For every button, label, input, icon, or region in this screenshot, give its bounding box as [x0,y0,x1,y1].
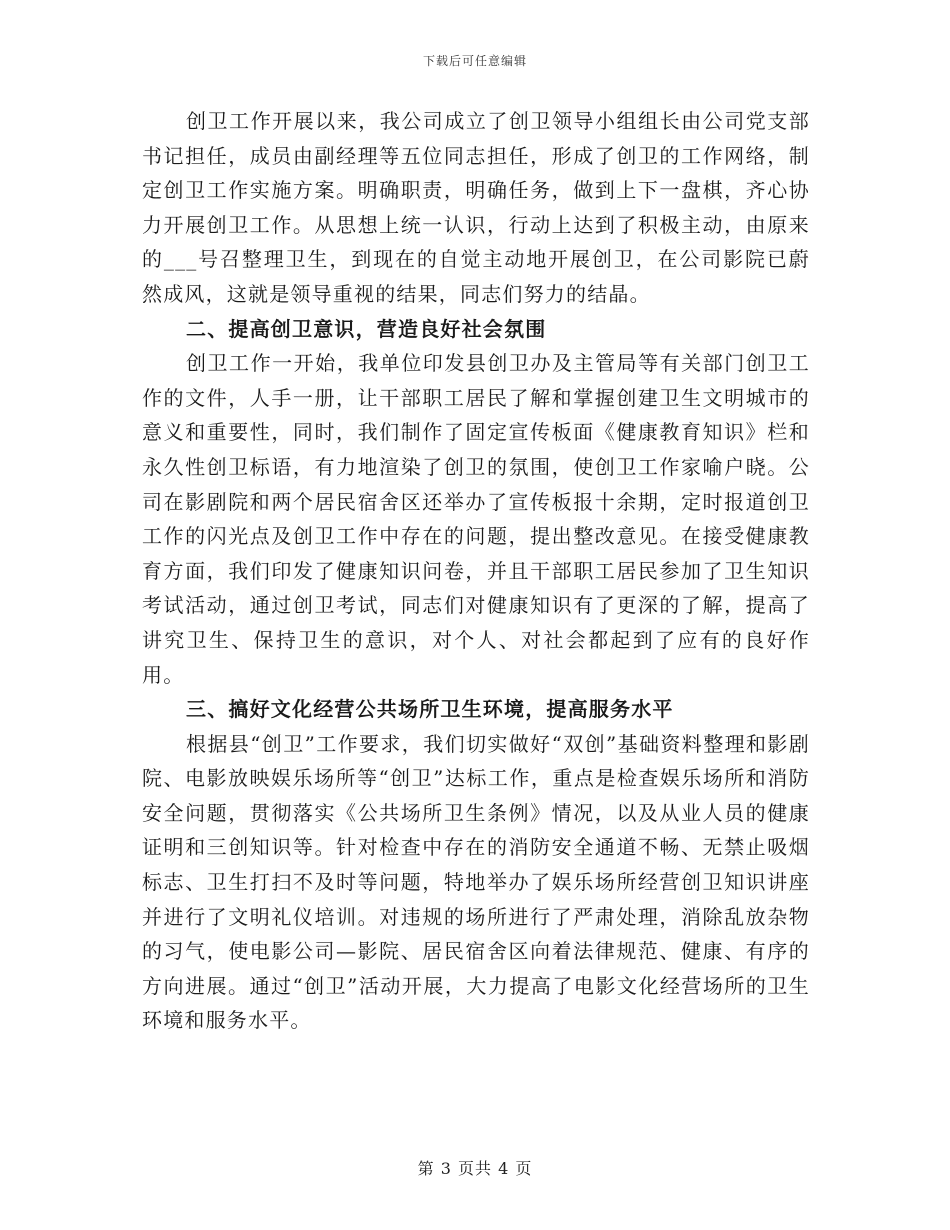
page-number-footer: 第 3 页共 4 页 [417,1159,533,1178]
page-header-note: 下载后可任意编辑 [422,54,527,68]
section-heading-3: 三、搞好文化经营公共场所卫生环境，提高服务水平 [186,697,674,722]
paragraph-section-3: 根据县“创卫”工作要求，我们切实做好“双创”基础资料整理和影剧院、电影放映娱乐场所等“创卫”达标工作，重点是检查娱乐场所和消防安全问题，贯彻落实《公共场所卫生条例》情况，以及从业人员的健康证明和三创知识等。针对检查中存在的消防安全通道不畅、无禁止吸烟标志、卫生打扫不及时等问题，特地举办了娱乐场所经营创卫知识讲座并进行了文明礼仪培训。对违规的场所进行了严肃处理，消除乱放杂物的习气，使电影公司—影院、居民宿舍区向着法律规范、健康、有序的方向进展。通过“创卫”活动开展，大力提高了电影文化经营场所的卫生环境和服务水平。 [142,731,810,1033]
paragraph-section-2: 创卫工作一开始，我单位印发县创卫办及主管局等有关部门创卫工作的文件，人手一册，让干部职工居民了解和掌握创建卫生文明城市的意义和重要性，同时，我们制作了固定宣传板面《健康教育知识》栏和永久性创卫标语，有力地渲染了创卫的氛围，使创卫工作家喻户晓。公司在影剧院和两个居民宿舍区还举办了宣传板报十余期，定时报道创卫工作的闪光点及创卫工作中存在的问题，提出整改意见。在接受健康教育方面，我们印发了健康知识问卷，并且干部职工居民参加了卫生知识考试活动，通过创卫考试，同志们对健康知识有了更深的了解，提高了讲究卫生、保持卫生的意识，对个人、对社会都起到了应有的良好作用。 [142,351,810,687]
document-body [142,104,810,1038]
paragraph-intro: 创卫工作开展以来，我公司成立了创卫领导小组组长由公司党支部书记担任，成员由副经理等五位同志担任，形成了创卫的工作网络，制定创卫工作实施方案。明确职责，明确任务，做到上下一盘棋，齐心协力开展创卫工作。从思想上统一认识，行动上达到了积极主动，由原来的___号召整理卫生，到现在的自觉主动地开展创卫，在公司影院已蔚然成风，这就是领导重视的结果，同志们努力的结晶。 [142,109,810,306]
section-heading-2: 二、提高创卫意识，营造良好社会氛围 [186,316,547,341]
